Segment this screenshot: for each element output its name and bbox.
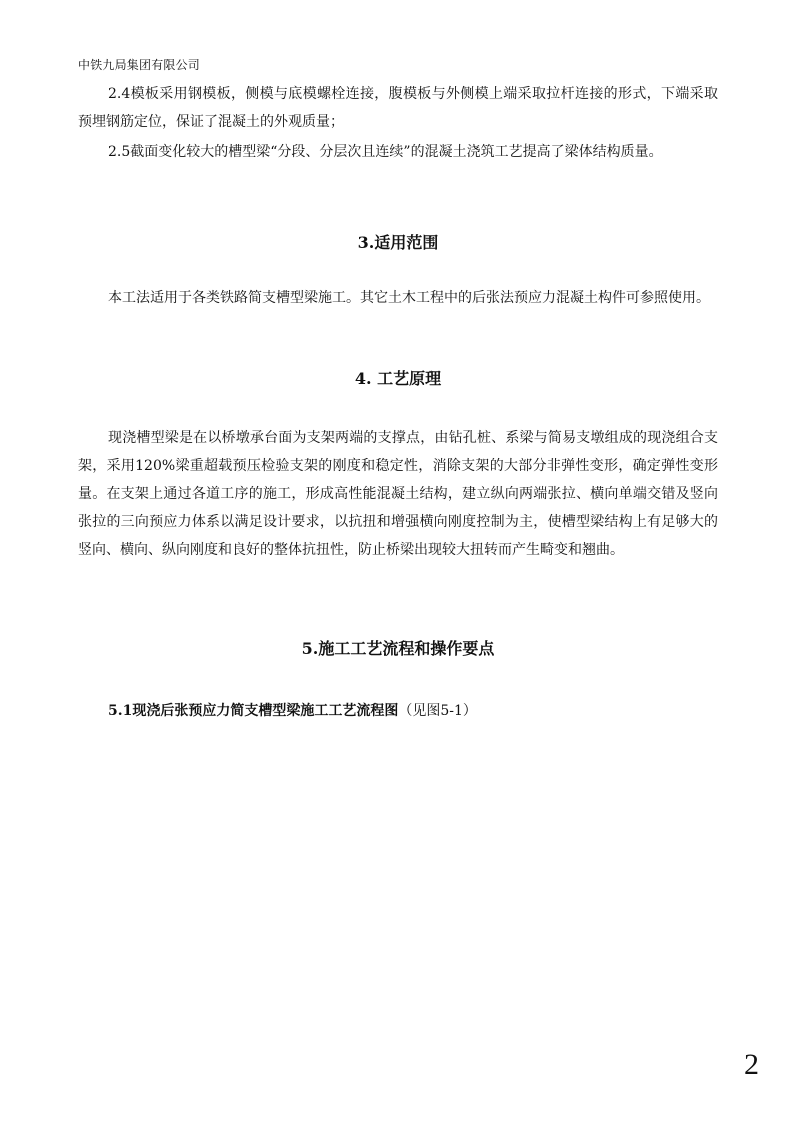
section-5-1-title <box>108 700 477 720</box>
section-3-title: 3.适用范围 <box>357 233 439 252</box>
section-5-1-label: 5.1现浇后张预应力简支槽型梁施工工艺流程图 <box>108 703 399 719</box>
section-5-1-figure-ref: （见图5-1） <box>398 703 477 719</box>
paragraph-item-2-5: 2.5截面变化较大的槽型梁“分段、分层次且连续”的混凝土浇筑工艺提高了梁体结构质量。 <box>108 144 663 160</box>
section-3-text: 本工法适用于各类铁路简支槽型梁施工。其它土木工程中的后张法预应力混凝土构件可参照使用。 <box>108 290 710 306</box>
page-number: 2 <box>744 1048 759 1081</box>
section-5-title: 5.施工工艺流程和操作要点 <box>301 639 495 658</box>
section-4-title: 4. 工艺原理 <box>354 369 442 388</box>
company-header: 中铁九局集团有限公司 <box>78 58 201 72</box>
paragraph-item-2-4: 2.4模板采用钢模板，侧模与底模螺栓连接，腹模板与外侧模上端采取拉杆连接的形式，下端采取预埋钢筋定位，保证了混凝土的外观质量； <box>78 86 718 130</box>
section-4-text: 现浇槽型梁是在以桥墩承台面为支架两端的支撑点，由钻孔桩、系梁与简易支墩组成的现浇组合支架，采用120%梁重超载预压检验支架的刚度和稳定性，消除支架的大部分非弹性变形，确定弹性变形量。在支架上通过各道工序的施工，形成高性能混凝土结构，建立纵向两端张拉、横向单端交错及竖向张拉的三向预应力体系以满足设计要求，以抗扭和增强横向刚度控制为主，使槽型梁结构上有足够大的竖向、横向、纵向刚度和良好的整体抗扭性，防止桥梁出现较大扭转而产生畸变和翘曲。 <box>78 430 718 558</box>
